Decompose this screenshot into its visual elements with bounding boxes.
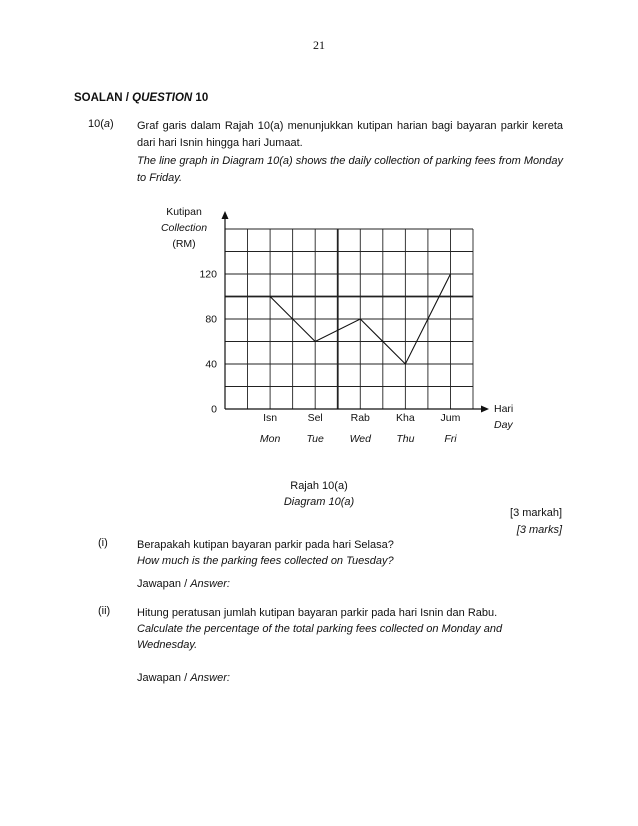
- x-tick-label-english: Wed: [349, 433, 371, 445]
- x-axis-label: Hari: [494, 403, 514, 415]
- question-i-malay: Berapakah kutipan bayaran parkir pada hari Selasa?: [137, 539, 394, 551]
- intro-english: The line graph in Diagram 10(a) shows the daily collection of parking fees from Monday to Friday.: [137, 155, 563, 184]
- y-axis-arrow: [222, 211, 229, 219]
- x-tick-label: Isn: [263, 412, 278, 424]
- chart-axes: [222, 211, 490, 413]
- caption-english: Diagram 10(a): [283, 496, 355, 508]
- marks-malay: [3 markah]: [510, 507, 562, 519]
- x-axis-arrow: [481, 406, 489, 413]
- marks: [510, 505, 562, 539]
- y-tick-label: 40: [205, 358, 217, 371]
- x-axis-label-english: Day: [494, 419, 513, 431]
- x-tick-label-english: Fri: [444, 433, 457, 445]
- x-tick-label-english: Thu: [396, 433, 415, 445]
- x-tick-label-english: Mon: [259, 433, 281, 445]
- heading-malay: SOALAN /: [74, 92, 129, 104]
- heading-english: QUESTION: [132, 92, 193, 104]
- marks-english: [3 marks]: [516, 524, 562, 536]
- question-ii-english-2: Wednesday.: [137, 639, 198, 651]
- x-tick-label: Jum: [440, 412, 461, 424]
- question-i-number: (i): [98, 537, 108, 549]
- page-number: 21: [313, 38, 325, 52]
- y-axis-unit: (RM): [172, 238, 196, 250]
- intro-malay: Graf garis dalam Rajah 10(a) menunjukkan kutipan harian bagi bayaran parkir kereta dari hari Isnin hingga hari Jumaat.: [137, 120, 563, 149]
- caption-malay: Rajah 10(a): [290, 480, 348, 492]
- answer-i-label: Jawapan / Answer:: [137, 578, 230, 590]
- question-i-text: [137, 537, 394, 569]
- answer-ii-label: Jawapan / Answer:: [137, 672, 230, 684]
- question-ii-english-1: Calculate the percentage of the total parking fees collected on Monday and: [137, 623, 503, 635]
- question-ii-number: (ii): [98, 605, 111, 617]
- x-tick-label-english: Tue: [306, 433, 324, 445]
- heading-number: 10: [195, 92, 209, 104]
- question-i-english: How much is the parking fees collected on Tuesday?: [137, 555, 394, 567]
- x-tick-label: Kha: [396, 412, 415, 424]
- part-label: 10(a): [88, 118, 114, 130]
- chart-grid: [225, 229, 473, 409]
- y-tick-label: 0: [211, 403, 217, 416]
- y-axis-label-english: Collection: [160, 222, 208, 234]
- question-ii-malay: Hitung peratusan jumlah kutipan bayaran parkir pada hari Isnin dan Rabu.: [137, 607, 498, 619]
- y-tick-label: 120: [199, 268, 217, 281]
- question-ii-text: [137, 605, 502, 653]
- y-axis-label: Kutipan: [166, 206, 202, 218]
- x-tick-label: Sel: [307, 412, 323, 424]
- x-tick-label: Rab: [350, 412, 370, 424]
- y-tick-label: 80: [205, 313, 217, 326]
